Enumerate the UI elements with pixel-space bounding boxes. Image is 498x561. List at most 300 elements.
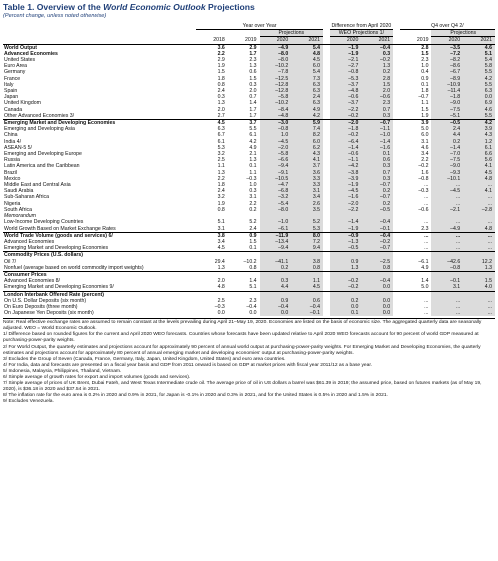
value-cell: –8.2 [431, 57, 463, 63]
value-cell: –1.6 [361, 145, 393, 151]
value-cell: 1.9 [217, 200, 225, 207]
value-cell: 3.3 [291, 182, 323, 188]
value-cell: –0.7 [361, 182, 393, 188]
value-cell [330, 252, 362, 259]
value-cell: –8.0 [260, 207, 292, 213]
value-cell: 2.3 [249, 57, 257, 64]
value-cell: ... [431, 304, 463, 310]
note-line: 4/ For India, data and forecasts are presented on a fiscal year basis and GDP from 2011 onward is based on GDP at market prices with fiscal year 2011/12 as a base year. [3, 362, 373, 368]
value-cell: 6.1 [217, 138, 225, 145]
column-gap [323, 120, 330, 127]
value-cell: 2.9 [217, 57, 225, 64]
row-label: Advanced Economies 8/ [4, 278, 60, 285]
value-cell: –10.2 [260, 100, 292, 106]
year-2021: 2021 [291, 37, 323, 44]
note-line: 9/ Excludes Venezuela. [3, 398, 54, 404]
table-notes [3, 318, 495, 405]
column-gap [393, 232, 400, 239]
value-cell: 1.5 [217, 69, 225, 76]
value-cell: 1.3 [330, 265, 362, 272]
value-cell: –9.4 [260, 245, 292, 252]
value-cell: 6.9 [463, 100, 495, 106]
value-cell: 5.1 [249, 284, 257, 291]
value-cell: 4.6 [421, 144, 429, 151]
row-label: France [4, 75, 21, 82]
value-cell: –6.6 [260, 157, 292, 163]
value-cell: 1.3 [249, 157, 257, 164]
value-cell: ... [431, 194, 463, 200]
value-cell: 2.8 [400, 44, 432, 51]
value-cell: 1.1 [217, 163, 225, 170]
value-cell: –8.9 [431, 76, 463, 82]
value-cell: ... [424, 219, 429, 226]
value-cell: 8.2 [291, 132, 323, 138]
value-cell: 3.6 [196, 44, 228, 51]
column-gap [393, 291, 400, 298]
column-gap [323, 245, 330, 252]
row-label: Spain [4, 88, 18, 95]
value-cell: 29.4 [214, 258, 225, 265]
value-cell [400, 271, 432, 278]
value-cell: 5.4 [291, 69, 323, 75]
value-cell: –1.9 [330, 51, 362, 57]
row-label: Nonfuel (average based on world commodity import weights) [4, 264, 144, 271]
value-cell: –0.6 [361, 94, 393, 100]
value-cell: ... [463, 182, 495, 188]
value-cell: 4.3 [291, 151, 323, 157]
value-cell: –6.4 [330, 139, 362, 145]
value-cell: –1.0 [260, 219, 292, 225]
value-cell: 2.3 [421, 57, 429, 64]
row-label: Euro Area [4, 63, 28, 70]
row-label: India 4/ [4, 138, 22, 145]
value-cell: 1.1 [421, 100, 429, 107]
value-cell: 5.1 [217, 219, 225, 226]
value-cell: 0.0 [361, 310, 393, 316]
value-cell: 1.3 [217, 264, 225, 271]
difference-header-line1: Difference from April 2020 [331, 23, 392, 30]
value-cell: 0.2 [260, 265, 292, 272]
note-line: 6/ Simple average of growth rates for export and import volumes (goods and services). [3, 374, 191, 380]
table-row [3, 265, 495, 272]
row-label: South Africa [4, 206, 32, 213]
value-cell: 4.9 [421, 264, 429, 271]
value-cell: ... [431, 298, 463, 304]
value-cell: –5.4 [260, 201, 292, 207]
value-cell: 3.6 [291, 170, 323, 176]
value-cell: ... [424, 297, 429, 304]
value-cell: 4.5 [196, 120, 228, 127]
value-cell: 1.4 [249, 100, 257, 107]
row-label: Emerging and Developing Europe [4, 151, 82, 158]
value-cell: 3.1 [421, 138, 429, 145]
value-cell: 4.8 [291, 51, 323, 57]
value-cell: 1.7 [249, 112, 257, 119]
value-cell: 1.8 [217, 75, 225, 82]
value-cell: –0.5 [361, 207, 393, 213]
row-label: Russia [4, 157, 20, 164]
row-label: On U.S. Dollar Deposits (six month) [4, 297, 87, 304]
table-subtitle: (Percent change, unless noted otherwise) [3, 13, 107, 19]
header-row-2 [3, 30, 495, 37]
value-cell: ... [463, 219, 495, 225]
q4-year-2020: 2020 [431, 37, 463, 44]
value-cell: 0.3 [249, 81, 257, 88]
value-cell: 0.6 [291, 298, 323, 304]
value-cell [463, 271, 495, 278]
value-cell: –0.2 [330, 113, 362, 120]
column-gap [393, 44, 400, 51]
value-cell: 2.3 [421, 225, 429, 232]
value-cell: 0.2 [330, 298, 362, 304]
value-cell: ... [463, 310, 495, 316]
column-gap [393, 226, 400, 233]
value-cell: 0.9 [260, 298, 292, 304]
value-cell: 1.1 [291, 278, 323, 284]
value-cell: –4.2 [330, 163, 362, 169]
value-cell [400, 291, 432, 298]
value-cell: –12.8 [260, 82, 292, 88]
value-cell: 1.5 [421, 106, 429, 113]
value-cell: –13.4 [260, 239, 292, 245]
row-label: ASEAN-5 5/ [4, 144, 32, 151]
table-row [3, 271, 495, 278]
value-cell: –12.5 [260, 76, 292, 82]
value-cell: –0.4 [291, 304, 323, 310]
value-cell: –3.5 [431, 44, 463, 51]
value-cell: 1.3 [463, 265, 495, 272]
column-gap [323, 226, 330, 233]
value-cell: –5.8 [260, 151, 292, 157]
value-cell: ... [424, 194, 429, 201]
value-cell: 1.3 [217, 100, 225, 107]
column-gap [393, 310, 400, 316]
value-cell: –9.0 [431, 163, 463, 169]
value-cell: –0.4 [246, 303, 257, 310]
value-cell: –1.4 [361, 139, 393, 145]
value-cell: 6.3 [291, 88, 323, 94]
row-label: Sub-Saharan Africa [4, 194, 49, 201]
column-gap [323, 284, 330, 291]
value-cell: 4.5 [217, 245, 225, 252]
value-cell: 0.4 [421, 69, 429, 76]
note-line: 1/ Difference based on rounded figures for the current and April 2020 WEO forecasts. Countries whose forecasts have been updated relative to April 2020 WEO forecasts account for 90 percent of world GDP measured at purchasing-power-parity weights. [3, 332, 479, 344]
value-cell: 1.5 [463, 278, 495, 284]
value-cell: 2.0 [361, 88, 393, 94]
value-cell: ... [424, 238, 429, 245]
value-cell: 1.8 [217, 182, 225, 189]
value-cell: ... [463, 304, 495, 310]
value-cell: 5.3 [217, 144, 225, 151]
value-cell: 0.9 [421, 75, 429, 82]
value-cell: 0.1 [421, 81, 429, 88]
value-cell: 5.2 [249, 219, 257, 226]
value-cell: 3.4 [217, 238, 225, 245]
title-italic: World Economic Outlook [103, 2, 206, 12]
value-cell [431, 271, 463, 278]
value-cell: –7.2 [431, 51, 463, 57]
value-cell: 5.2 [291, 219, 323, 225]
value-cell: –10.2 [243, 258, 257, 265]
value-cell: 3.3 [291, 176, 323, 182]
value-cell: –1.9 [330, 226, 362, 233]
value-cell: –2.2 [330, 207, 362, 213]
value-cell: 3.2 [217, 194, 225, 201]
row-label: United Kingdom [4, 100, 41, 107]
value-cell: 0.8 [291, 265, 323, 272]
row-label: World Trade Volume (goods and services) 6/ [3, 232, 196, 239]
value-cell [361, 252, 393, 259]
header-row-1 [3, 23, 495, 30]
value-cell [196, 291, 228, 298]
value-cell: 0.3 [361, 163, 393, 169]
value-cell: 0.3 [361, 176, 393, 182]
value-cell: 2.2 [217, 50, 225, 57]
value-cell: –0.1 [431, 278, 463, 284]
value-cell [330, 291, 362, 298]
value-cell: ... [431, 245, 463, 252]
value-cell: ... [400, 232, 432, 239]
value-cell [228, 271, 260, 278]
table-row [3, 163, 495, 169]
value-cell: –0.5 [330, 245, 362, 252]
value-cell: 0.0 [361, 298, 393, 304]
value-cell: 3.1 [249, 194, 257, 201]
value-cell [330, 271, 362, 278]
note-line: 5/ Indonesia, Malaysia, Philippines, Thailand, Vietnam. [3, 368, 122, 374]
column-gap [393, 265, 400, 272]
value-cell: 2.4 [217, 88, 225, 95]
value-cell: 2.4 [217, 188, 225, 195]
value-cell: 3.4 [421, 151, 429, 158]
value-cell: –12.8 [260, 88, 292, 94]
value-cell: –1.8 [330, 126, 362, 132]
value-cell: 2.2 [217, 175, 225, 182]
value-cell [291, 291, 323, 298]
value-cell: ... [424, 200, 429, 207]
row-label: Other Advanced Economies 3/ [4, 112, 75, 119]
value-cell: 5.0 [421, 126, 429, 133]
table-row [3, 245, 495, 252]
value-cell: 0.0 [361, 284, 393, 291]
value-cell: 0.7 [361, 107, 393, 113]
row-label: World Output [3, 44, 196, 51]
value-cell: 3.2 [217, 151, 225, 158]
value-cell: –0.7 [361, 194, 393, 200]
value-cell: –0.2 [361, 239, 393, 245]
year-2018: 2018 [196, 37, 228, 44]
value-cell: 5.5 [249, 126, 257, 133]
value-cell: 5.8 [463, 63, 495, 69]
value-cell: –0.3 [246, 175, 257, 182]
diff-year-2021: 2021 [361, 37, 393, 44]
value-cell: 8.0 [291, 232, 323, 239]
value-cell: –10.1 [431, 176, 463, 182]
year-2019: 2019 [228, 37, 260, 44]
value-cell: 0.1 [330, 310, 362, 316]
note-line: 2/ For World Output, the quarterly estimates and projections account for approximately 90 percent of annual world output at purchasing-power-parity weights. For Emerging Market and Developing Economies, the quarterly estimates and projections account for approximately 80 percent of annual emerging market and developing economies' output at purchasing-power-parity weights. [3, 344, 481, 356]
value-cell: ... [463, 232, 495, 239]
value-cell: –0.7 [418, 94, 429, 101]
value-cell: ... [463, 194, 495, 200]
value-cell: –2.7 [330, 63, 362, 69]
row-label: Germany [4, 69, 26, 76]
value-cell: 5.3 [291, 226, 323, 233]
value-cell: –10.5 [260, 176, 292, 182]
value-cell: 2.0 [217, 106, 225, 113]
value-cell: ... [463, 245, 495, 252]
column-gap [393, 120, 400, 127]
row-label: Emerging and Developing Asia [4, 126, 75, 133]
table-title [3, 2, 495, 12]
value-cell: 1.5 [361, 82, 393, 88]
value-cell: –7.0 [431, 151, 463, 157]
value-cell: –1.3 [330, 239, 362, 245]
value-cell: 0.3 [260, 278, 292, 284]
value-cell: 2.7 [217, 112, 225, 119]
value-cell: 6.2 [291, 145, 323, 151]
value-cell: 1.4 [249, 278, 257, 285]
difference-header-line2: WEO Projections 1/ [330, 30, 393, 37]
value-cell: –7.8 [260, 69, 292, 75]
value-cell: 3.5 [291, 207, 323, 213]
value-cell: 0.9 [330, 259, 362, 265]
value-cell: –2.0 [330, 120, 362, 127]
value-cell: ... [431, 239, 463, 245]
column-gap [393, 245, 400, 252]
value-cell: ... [463, 239, 495, 245]
value-cell: 1.5 [421, 50, 429, 57]
value-cell: –0.2 [330, 284, 362, 291]
value-cell: 3.1 [217, 225, 225, 232]
value-cell: 0.0 [249, 310, 257, 317]
value-cell: –0.1 [361, 226, 393, 233]
row-label: World Growth Based on Market Exchange Rates [4, 225, 116, 232]
value-cell: 0.1 [249, 163, 257, 170]
column-gap [323, 265, 330, 272]
value-cell: 1.0 [260, 132, 292, 138]
value-cell: –4.5 [431, 188, 463, 194]
projections-header: Projections [260, 30, 324, 37]
value-cell: 0.0 [217, 310, 225, 317]
table-row [3, 113, 495, 120]
value-cell: –0.4 [361, 219, 393, 225]
value-cell: 2.2 [421, 157, 429, 164]
value-cell: –5.8 [260, 94, 292, 100]
title-prefix: Table 1. Overview of the [3, 2, 104, 12]
value-cell: 6.3 [291, 82, 323, 88]
column-gap [393, 271, 400, 278]
table-row [3, 120, 495, 127]
value-cell: –0.2 [330, 132, 362, 138]
value-cell: –11.4 [431, 88, 463, 94]
value-cell: –4.9 [260, 44, 292, 51]
value-cell: –9.3 [431, 170, 463, 176]
row-label: Nigeria [4, 200, 21, 207]
value-cell: 1.5 [249, 75, 257, 82]
row-label: Commodity Prices (U.S. dollars) [3, 252, 196, 259]
value-cell: 1.3 [217, 169, 225, 176]
value-cell: –4.5 [330, 188, 362, 194]
value-cell: 2.1 [249, 151, 257, 158]
value-cell: 6.0 [421, 132, 429, 139]
value-cell: –0.2 [330, 278, 362, 284]
value-cell: 6.3 [463, 88, 495, 94]
value-cell: 1.1 [249, 169, 257, 176]
value-cell: –10.2 [260, 63, 292, 69]
value-cell: –0.7 [361, 120, 393, 127]
value-cell: 0.1 [249, 245, 257, 252]
value-cell: 2.4 [431, 126, 463, 132]
note-line: 7/ Simple average of prices of UK Brent, Dubai Fateh, and West Texas Intermediate crude oil. The average price of oil in US dollars a barrel was $61.39 in 2019; the assumed price, based on futures markets (as of May 19, 2020), is $36.18 in 2020 and $37.54 in 2021. [3, 380, 482, 392]
value-cell: 6.3 [291, 100, 323, 106]
value-cell: –42.6 [431, 259, 463, 265]
note-line: Note: Real effective exchange rates are assumed to remain constant at the levels prevailing during April 21–May 19, 2020. Economies are listed on the basis of economic size. The aggregated quarterly data are seasonally adjusted. WEO = World Economic Outlook. [3, 320, 482, 332]
value-cell: 3.4 [291, 194, 323, 200]
q4-header: Q4 over Q4 2/ [431, 23, 464, 29]
value-cell: 3.8 [196, 232, 228, 239]
value-cell: –2.0 [260, 145, 292, 151]
row-label: Japan [4, 94, 19, 101]
row-label: Latin America and the Caribbean [4, 163, 80, 170]
value-cell [260, 291, 292, 298]
value-cell: ... [424, 182, 429, 189]
value-cell: 0.1 [361, 151, 393, 157]
year-over-year-header: Year over Year [196, 23, 323, 30]
value-cell: 1.8 [421, 88, 429, 95]
table-row [3, 232, 495, 239]
value-cell: –3.2 [260, 194, 292, 200]
value-cell: –8.4 [260, 107, 292, 113]
value-cell: –2.2 [330, 107, 362, 113]
value-cell: ... [463, 201, 495, 207]
column-gap [393, 113, 400, 120]
value-cell: 2.3 [361, 100, 393, 106]
value-cell [291, 271, 323, 278]
row-label: Italy [4, 81, 14, 88]
value-cell: 1.3 [249, 63, 257, 70]
q4-year-2021: 2021 [463, 37, 495, 44]
value-cell: –0.6 [330, 94, 362, 100]
row-label: On Euro Deposits (three month) [4, 303, 78, 310]
value-cell: 6.1 [249, 132, 257, 139]
value-cell: –2.0 [330, 201, 362, 207]
row-label: Brazil [4, 169, 17, 176]
value-cell: 3.1 [431, 284, 463, 291]
value-cell: 6.0 [291, 63, 323, 69]
value-cell: 1.9 [421, 112, 429, 119]
value-cell: 0.8 [217, 81, 225, 88]
value-cell: 3.9 [463, 126, 495, 132]
value-cell: 3.9 [400, 120, 432, 127]
value-cell: ... [463, 298, 495, 304]
value-cell: –6.8 [260, 188, 292, 194]
row-label: Memorandum [4, 213, 37, 220]
value-cell: 1.0 [249, 182, 257, 189]
value-cell: –1.4 [330, 145, 362, 151]
row-label: Mexico [4, 175, 21, 182]
value-cell: 0.2 [249, 206, 257, 213]
value-cell: 3.7 [228, 120, 260, 127]
column-gap [393, 252, 400, 259]
header-years-row [3, 37, 495, 44]
column-gap [323, 310, 330, 316]
note-line: 3/ Excludes the Group of Seven (Canada, France, Germany, Italy, Japan, United Kingdom, United States) and euro area countries. [3, 356, 286, 362]
value-cell: 4.8 [217, 284, 225, 291]
row-label: Emerging Market and Developing Economies [3, 120, 196, 127]
value-cell [260, 271, 292, 278]
row-label: Saudi Arabia [4, 188, 34, 195]
